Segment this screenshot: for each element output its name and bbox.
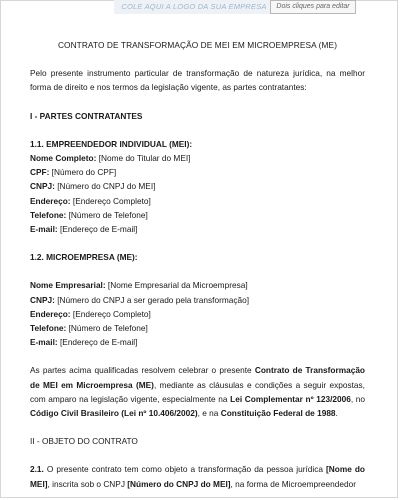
field-value: [Número do CPF] — [49, 167, 117, 178]
field-cnpj-me — [30, 293, 365, 307]
field-label: Nome Completo: — [30, 153, 97, 164]
bold-run: Contrato de Transformação de MEI em Microempresa (ME) — [30, 365, 365, 390]
field-value: [Endereço Completo] — [70, 308, 151, 319]
document-body — [30, 38, 365, 491]
subheading-mei: 1.1. EMPREENDEDOR INDIVIDUAL (MEI): — [30, 138, 193, 149]
logo-placeholder[interactable]: COLE AQUI A LOGO DA SUA EMPRESA — [114, 0, 274, 14]
field-label: CNPJ: — [30, 181, 55, 192]
field-label: E-mail: — [30, 337, 58, 348]
parties-paragraph — [30, 363, 365, 420]
field-email-mei — [30, 222, 365, 236]
field-endereco-me — [30, 307, 365, 321]
me-fields — [30, 278, 365, 349]
bold-run: [Número do CNPJ do MEI] — [127, 478, 231, 489]
field-value: [Nome Empresarial da Microempresa] — [105, 280, 248, 291]
subheading-me: 1.2. MICROEMPRESA (ME): — [30, 252, 138, 263]
field-endereco-mei — [30, 194, 365, 208]
field-value: [Número de Telefone] — [66, 209, 148, 220]
field-cnpj-mei — [30, 179, 365, 193]
clause-number: 2.1. — [30, 464, 44, 475]
field-telefone-me — [30, 321, 365, 335]
field-email-me — [30, 335, 365, 349]
mei-fields — [30, 151, 365, 236]
intro-paragraph: Pelo presente instrumento particular de transformação de natureza jurídica, na melhor forma de direito e nos termos da legislação vigente, as partes contratantes: — [30, 68, 365, 93]
bold-run: Constituição Federal de 1988 — [220, 408, 336, 419]
field-label: Telefone: — [30, 323, 67, 334]
field-cpf — [30, 165, 365, 179]
section-heading-object: II - OBJETO DO CONTRATO — [30, 436, 138, 447]
field-label: CNPJ: — [30, 294, 55, 305]
field-value: [Endereço Completo] — [70, 195, 151, 206]
field-nome-completo — [30, 151, 365, 165]
text-run: , na forma de Microempreendedor — [230, 478, 356, 489]
bold-run: Código Civil Brasileiro (Lei nº 10.406/2002) — [30, 408, 198, 419]
section-heading-parties: I - PARTES CONTRATANTES — [30, 110, 143, 121]
text-run: As partes acima qualificadas resolvem celebrar o presente — [30, 365, 255, 376]
header — [0, 0, 400, 16]
field-value: [Número do CNPJ do MEI] — [54, 181, 156, 192]
document-title: CONTRATO DE TRANSFORMAÇÃO DE MEI EM MICROEMPRESA (ME) — [57, 40, 338, 50]
field-label: Endereço: — [30, 308, 71, 319]
clause-2-1 — [30, 462, 365, 490]
field-label: Endereço: — [30, 195, 71, 206]
field-value: [Endereço de E-mail] — [57, 224, 138, 235]
text-run: , e na — [197, 408, 221, 419]
bold-run: Lei Complementar nº 123/2006 — [230, 393, 351, 404]
text-run: , inscrita sob o CNPJ — [47, 478, 128, 489]
field-value: [Número de Telefone] — [66, 323, 148, 334]
field-nome-empresarial — [30, 278, 365, 292]
text-run: O presente contrato tem como objeto a transformação da pessoa jurídica — [43, 464, 327, 475]
text-run: . — [335, 408, 338, 419]
field-label: E-mail: — [30, 224, 58, 235]
field-label: CPF: — [30, 167, 50, 178]
field-label: Nome Empresarial: — [30, 280, 106, 291]
field-value: [Número do CNPJ a ser gerado pela transformação] — [54, 294, 250, 305]
field-telefone-mei — [30, 208, 365, 222]
field-value: [Nome do Titular do MEI] — [96, 153, 191, 164]
field-value: [Endereço de E-mail] — [57, 337, 138, 348]
text-run: , no — [350, 393, 366, 404]
field-label: Telefone: — [30, 209, 67, 220]
bold-run: [Nome do MEI] — [30, 464, 365, 489]
text-run: , mediante as cláusulas e condições a seguir expostas, com amparo na legislação vigente, especialmente na — [30, 379, 365, 404]
edit-button[interactable]: Dois cliques para editar — [270, 0, 356, 14]
